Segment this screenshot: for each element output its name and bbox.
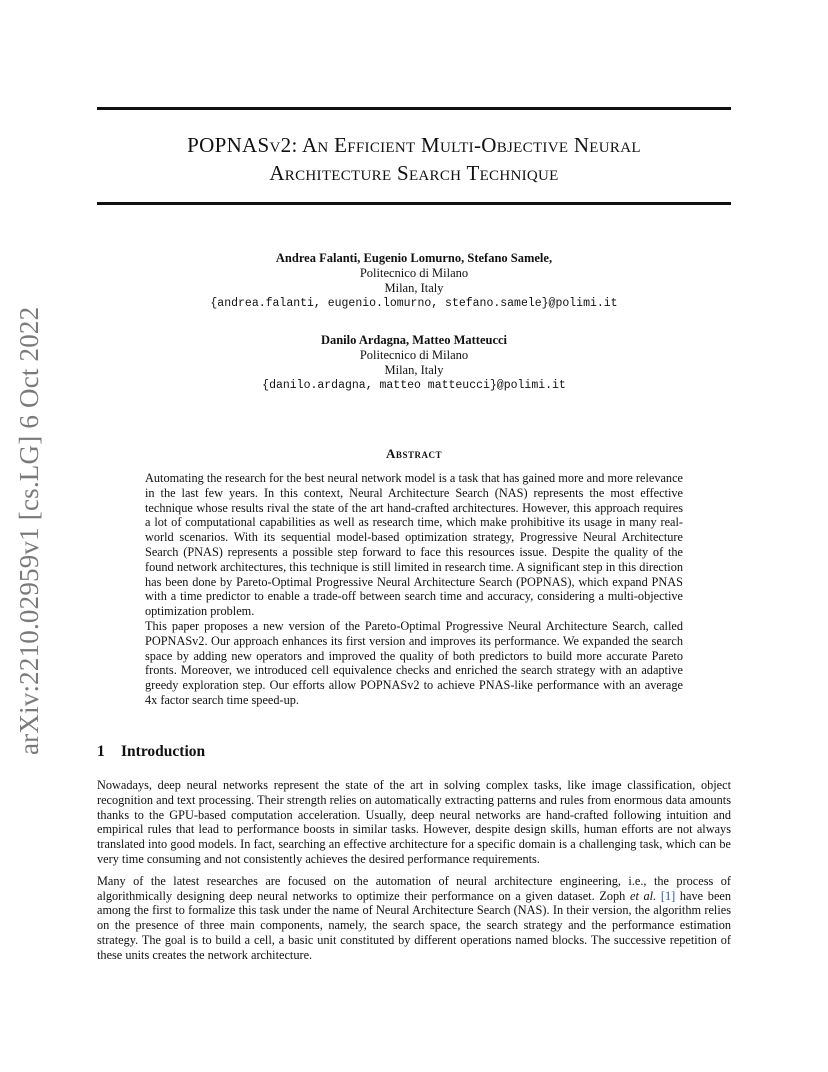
author-block-2	[97, 333, 731, 393]
author-email: {andrea.falanti, eugenio.lomurno, stefano.samele}@polimi.it	[210, 297, 618, 310]
introduction-body	[97, 778, 731, 970]
title-line-2: Architecture Search Technique	[269, 161, 559, 185]
abstract-paragraph-2: This paper proposes a new version of the Pareto-Optimal Progressive Neural Architecture Search, called POPNASv2. Our approach enhances its first version and improves its performance. We expanded the search space by adding new operators and improved the quality of both predictors to build more accurate Pareto fronts. Moreover, we introduced cell equivalence checks and enriched the search strategy with an adaptive greedy exploration step. Our efforts allow POPNASv2 to achieve PNAS-like performance with an average 4x factor search time speed-up.	[145, 618, 683, 707]
author-affiliation: Politecnico di Milano	[359, 348, 469, 362]
title-rule-bottom	[97, 202, 731, 205]
intro-p2-etal: et al.	[629, 888, 657, 903]
section-title: Introduction	[121, 743, 206, 760]
author-names: Andrea Falanti, Eugenio Lomurno, Stefano Samele,	[275, 251, 553, 265]
author-names: Danilo Ardagna, Matteo Matteucci	[320, 333, 508, 347]
abstract-body	[145, 471, 683, 708]
intro-p2-text-b: have been among the first to formalize this task under the name of Neural Architecture Search (NAS). In their version, the algorithm relies on the presence of three main components, namely, the search space, the search strategy and the performance estimation strategy. The goal is to build a cell, a basic unit constituted by different operations named blocks. The successive repetition of these units creates the network architecture.	[97, 888, 732, 962]
arxiv-identifier-stamp: arXiv:2210.02959v1 [cs.LG] 6 Oct 2022	[14, 306, 44, 755]
title-line-1: POPNASv2: An Efficient Multi-Objective Neural	[187, 133, 641, 157]
section-heading-introduction	[97, 743, 205, 761]
intro-p2-text-a: Many of the latest researches are focused on the automation of neural architecture engineering, i.e., the process of algorithmically designing deep neural networks to optimize their performance on a given dataset. Zoph	[97, 873, 731, 903]
author-location: Milan, Italy	[384, 363, 444, 377]
title-rule-top	[97, 107, 731, 110]
abstract-heading: Abstract	[386, 446, 442, 461]
paper-title	[97, 131, 731, 187]
author-block-1	[97, 251, 731, 311]
section-number: 1	[97, 743, 105, 760]
citation-link-1[interactable]: [1]	[660, 888, 676, 903]
intro-paragraph-2	[97, 874, 731, 963]
author-location: Milan, Italy	[384, 281, 444, 295]
author-affiliation: Politecnico di Milano	[359, 266, 469, 280]
intro-paragraph-1: Nowadays, deep neural networks represent the state of the art in solving complex tasks, like image classification, object recognition and text processing. Their strength relies on automatically extracting patterns and rules from enormous data amounts thanks to the GPU-based computation acceleration. Usually, deep neural networks are hand-crafted following intuition and empirical rules that lead to performance boosts in similar tasks. However, despite design skills, human efforts are not always translated into good models. In fact, searching an effective architecture for a specific domain is a challenging task, which can be very time consuming and not consistently achieves the desired performance requirements.	[97, 778, 731, 866]
abstract-paragraph-1: Automating the research for the best neural network model is a task that has gained more and more relevance in the last few years. In this context, Neural Architecture Search (NAS) represents the most effective technique whose results rival the state of the art hand-crafted architectures. However, this approach requires a lot of computational capabilities as well as research time, which make prohibitive its usage in many real-world scenarios. With its sequential model-based optimization strategy, Progressive Neural Architecture Search (PNAS) represents a possible step forward to face this resources issue. Despite the quality of the found network architectures, this technique is still limited in research time. A significant step in this direction has been done by Pareto-Optimal Progressive Neural Architecture Search (POPNAS), which expand PNAS with a time predictor to enable a trade-off between search time and accuracy, considering a multi-objective optimization problem.	[145, 471, 683, 619]
author-email: {danilo.ardagna, matteo matteucci}@polimi.it	[262, 379, 566, 392]
